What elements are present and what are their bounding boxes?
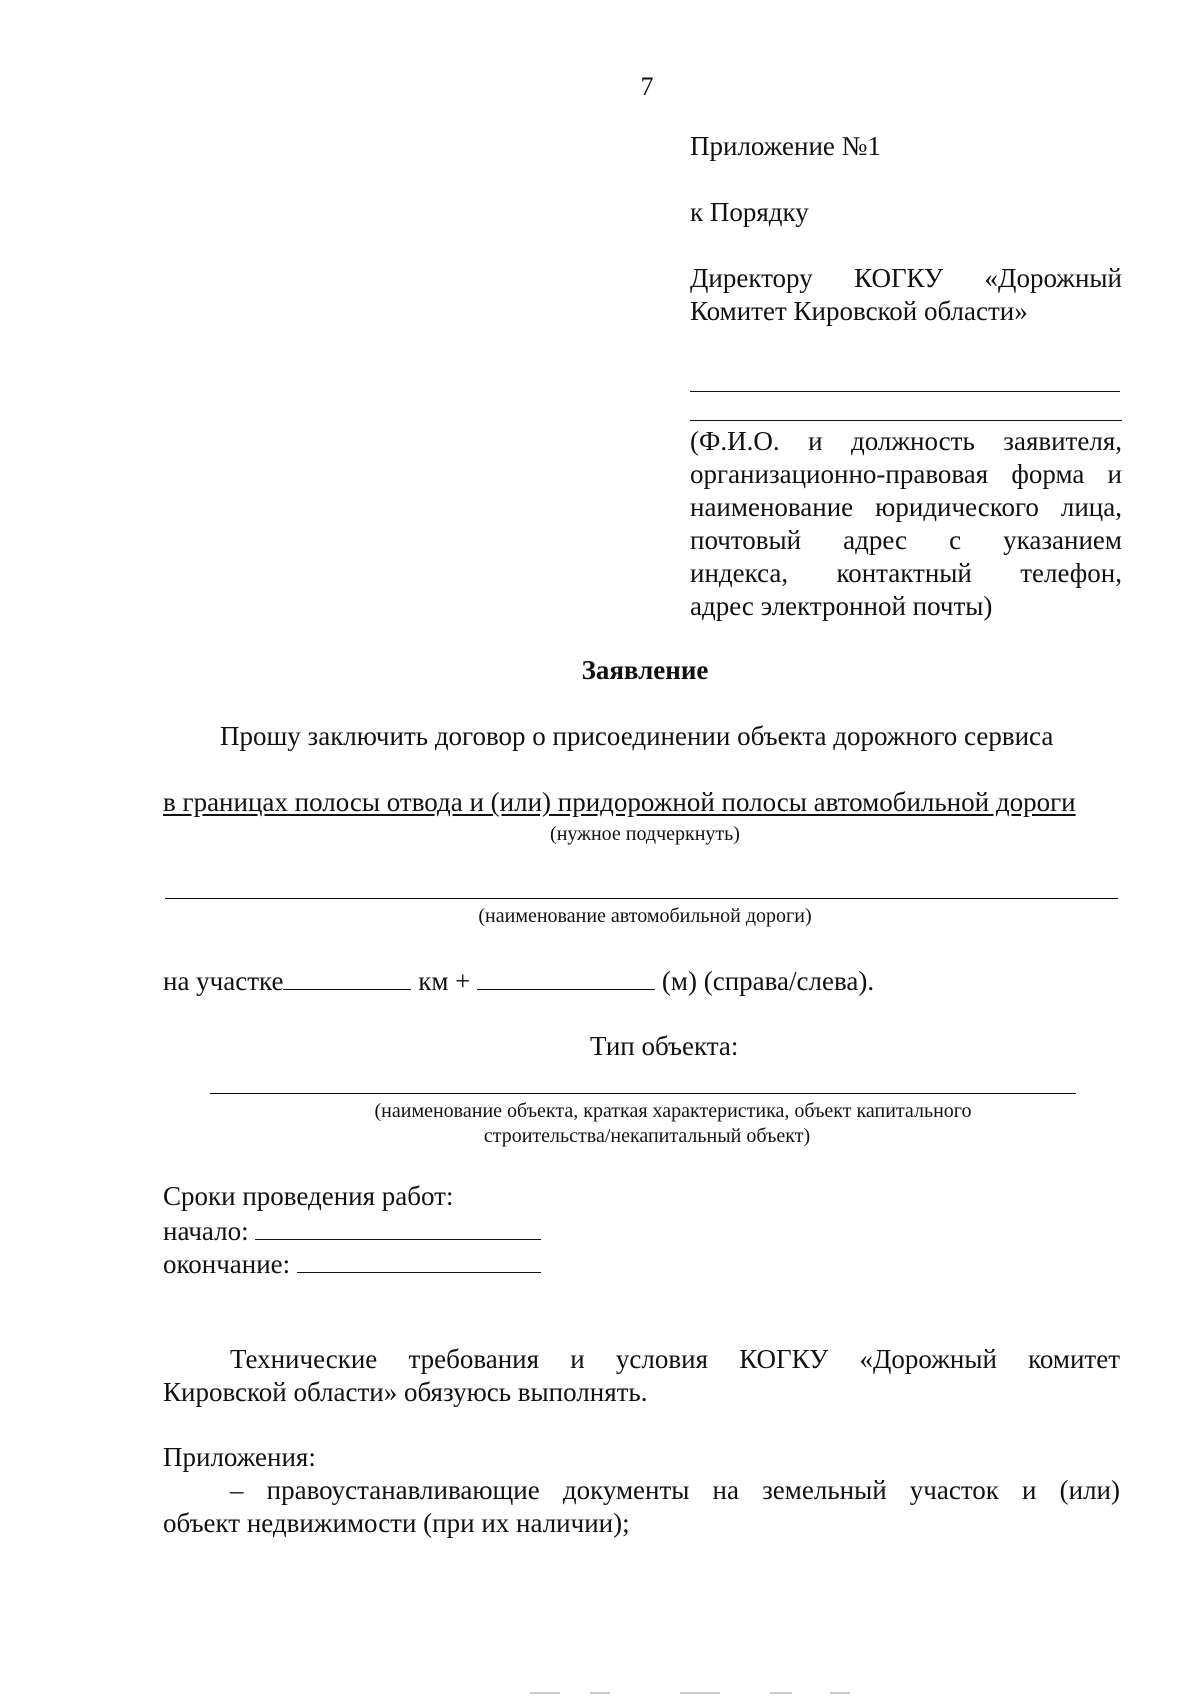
km-blank[interactable]	[283, 963, 411, 990]
object-hint-line-2: строительства/некапитальный объект)	[483, 1125, 811, 1147]
terms-label: Сроки проведения работ:	[163, 1181, 454, 1211]
terms-start-label: начало:	[163, 1216, 249, 1246]
terms-end-label: окончание:	[163, 1249, 291, 1279]
request-line: Прошу заключить договор о присоединении объекта дорожного сервиса	[220, 721, 1054, 751]
section-row	[163, 963, 874, 998]
section-prefix: на участке	[163, 966, 284, 996]
addressee-line-1: Директору КОГКУ «Дорожный	[690, 263, 1122, 293]
applicant-hint-line: адрес электронной почты)	[690, 591, 993, 621]
attachments-label: Приложения:	[163, 1442, 316, 1472]
terms-end-row	[163, 1246, 541, 1281]
commitment-line-2: Кировской области» обязуюсь выполнять.	[163, 1377, 648, 1407]
procedure-reference: к Порядку	[690, 197, 809, 227]
section-suffix: (м) (справа/слева).	[661, 966, 875, 996]
object-description-blank[interactable]	[210, 1093, 1076, 1094]
applicant-blank-line-2[interactable]	[690, 420, 1122, 421]
object-hint-line-1: (наименование объекта, краткая характеристика, объект капитального	[374, 1100, 972, 1122]
scan-artifact	[830, 1692, 850, 1694]
applicant-hint-line: наименование юридического лица,	[690, 492, 1122, 522]
commitment-line-1	[163, 1343, 1120, 1376]
applicant-hint-line: индекса, контактный телефон,	[690, 558, 1122, 588]
applicant-hint-line: организационно-правовая форма и	[690, 459, 1122, 489]
applicant-hint-line: почтовый адрес с указанием	[690, 525, 1122, 555]
object-type-label: Тип объекта:	[590, 1031, 739, 1061]
road-name-hint: (наименование автомобильной дороги)	[478, 905, 812, 927]
applicant-blank-line-1[interactable]	[690, 391, 1120, 392]
scan-artifact	[770, 1692, 792, 1694]
applicant-hint-line: (Ф.И.О. и должность заявителя,	[690, 426, 1122, 456]
meters-blank[interactable]	[477, 963, 655, 990]
zone-hint: (нужное подчеркнуть)	[550, 823, 740, 845]
zone-line: в границах полосы отвода и (или) придорожной полосы автомобильной дороги	[163, 787, 1076, 817]
scan-artifact	[530, 1692, 560, 1694]
terms-start-row	[163, 1213, 541, 1248]
attachment-item-line-1: – правоустанавливающие документы на земельный участок и (или)	[230, 1475, 1120, 1505]
scan-artifact	[680, 1692, 720, 1694]
attachment-item-line-2: объект недвижимости (при их наличии);	[163, 1508, 630, 1538]
scan-artifact	[590, 1692, 610, 1694]
addressee-line-2: Комитет Кировской области»	[690, 296, 1028, 326]
section-km: км +	[418, 966, 471, 996]
commitment-text-1: Технические требования и условия КОГКУ «Дорожный комитет	[230, 1344, 1120, 1374]
page-number: 7	[640, 72, 654, 101]
road-name-blank[interactable]	[165, 898, 1118, 899]
appendix-label: Приложение №1	[690, 131, 881, 161]
document-title: Заявление	[581, 655, 709, 685]
start-date-blank[interactable]	[255, 1213, 541, 1240]
end-date-blank[interactable]	[297, 1246, 541, 1273]
